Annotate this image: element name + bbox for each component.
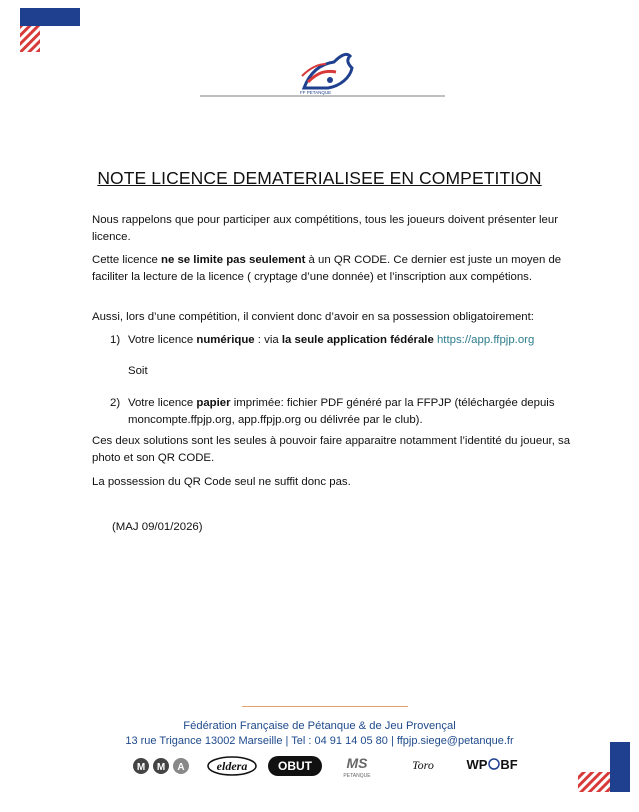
- corner-decoration-bottom-right: [578, 742, 630, 792]
- or-label: Soit: [128, 365, 148, 377]
- paragraph-obligation: Aussi, lors d’une compétition, il convient donc d’avoir en sa possession obligatoirement:: [92, 311, 534, 323]
- paragraph-qr-not-enough: La possession du QR Code seul ne suffit donc pas.: [92, 476, 351, 488]
- svg-text:OBUT: OBUT: [278, 759, 312, 773]
- eldera-logo: [208, 757, 256, 775]
- list-number: 1): [110, 334, 121, 346]
- footer-divider: [242, 706, 408, 707]
- wpbf-logo: [467, 757, 518, 772]
- sponsor-logos: [125, 752, 525, 780]
- svg-text:BF: BF: [500, 757, 518, 772]
- svg-text:WP: WP: [466, 757, 488, 772]
- footer-contact: 13 rue Trigance 13002 Marseille | Tel : 04 91 14 05 80 | ffpjp.siege@petanque.fr: [125, 735, 514, 747]
- app-ffpjp-link[interactable]: https://app.ffpjp.org: [436, 334, 535, 346]
- svg-text:MS: MS: [346, 755, 368, 771]
- obut-logo: [268, 756, 322, 776]
- toro-logo: [412, 758, 434, 772]
- mma-logo: [133, 758, 189, 774]
- svg-text:A: A: [177, 762, 185, 773]
- update-date: (MAJ 09/01/2026): [112, 521, 203, 533]
- ms-petanque-logo: [343, 755, 371, 779]
- svg-text:M: M: [136, 762, 146, 773]
- svg-text:Toro: Toro: [412, 758, 434, 772]
- paragraph-solutions: Ces deux solutions sont les seules à pouvoir faire apparaitre notamment l’identité du joueur, sa photo et son QR CODE.: [92, 435, 571, 465]
- logo-text: FF PETANQUE: [300, 90, 332, 95]
- paragraph-intro: Nous rappelons que pour participer aux compétitions, tous les joueurs doivent présenter leur licence.: [92, 214, 559, 244]
- ffpjp-rooster-logo: [200, 42, 445, 104]
- svg-text:M: M: [156, 762, 166, 773]
- svg-text:PETANQUE: PETANQUE: [343, 773, 371, 779]
- document-title: NOTE LICENCE DEMATERIALISEE EN COMPETITION: [97, 168, 542, 188]
- svg-text:eldera: eldera: [216, 759, 248, 773]
- corner-decoration-top-left: [20, 8, 80, 52]
- paragraph-qr-code: Cette licence ne se limite pas seulement à un QR CODE. Ce dernier est juste un moyen de faciliter la lecture de la licence ( cryptage d’une donnée) et l’inscription aux compétions.: [92, 254, 562, 284]
- footer-federation-name: Fédération Française de Pétanque & de Jeu Provençal: [183, 720, 456, 732]
- list-number: 2): [110, 397, 121, 409]
